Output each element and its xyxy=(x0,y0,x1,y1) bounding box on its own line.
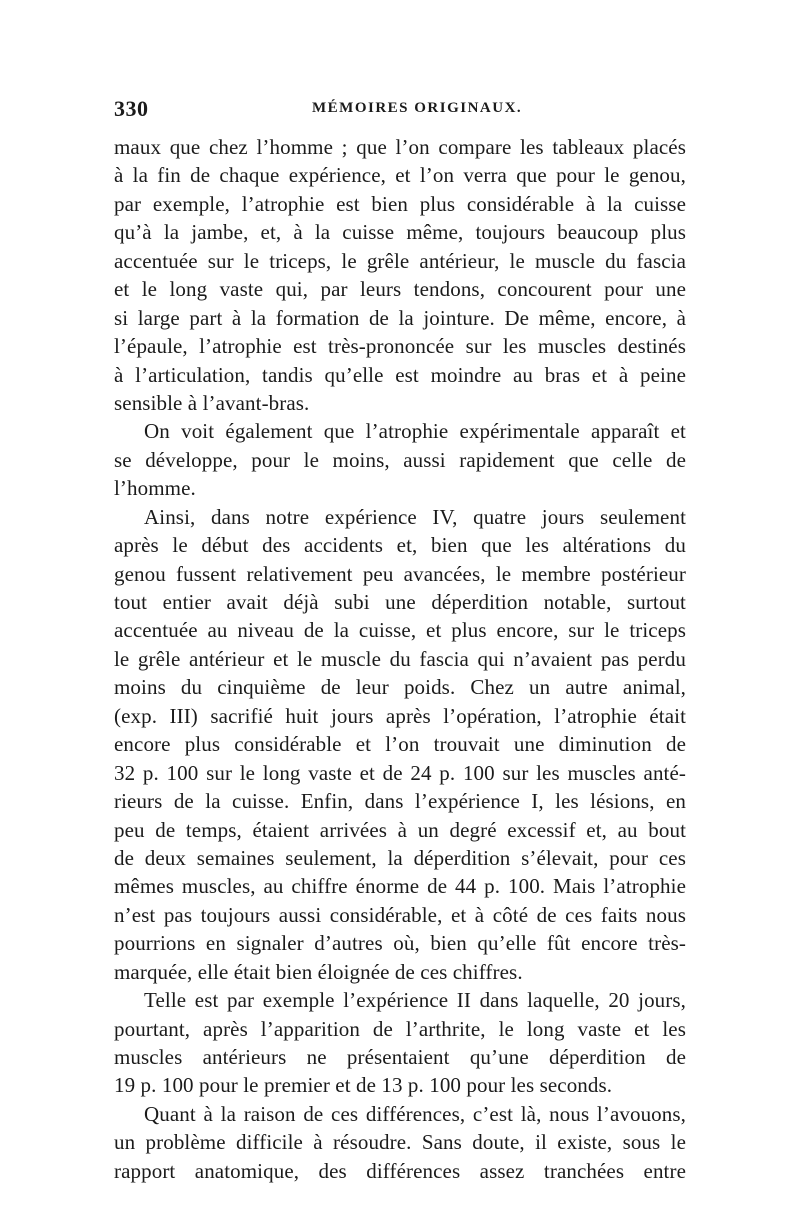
text-line: accentuée au niveau de la cuisse, et plus encore, sur le triceps xyxy=(114,618,686,643)
text-line: tout entier avait déjà subi une déperdition notable, surtout xyxy=(114,590,686,614)
text-line: à la fin de chaque expérience, et l’on verra que pour le genou, xyxy=(114,163,686,188)
running-head: MÉMOIRES ORIGINAUX. xyxy=(312,100,523,116)
text-line: n’est pas toujours aussi considérable, et à côté de ces faits nous xyxy=(114,902,686,927)
text-line: Telle est par exemple l’expérience II dans laquelle, 20 jours, xyxy=(144,988,686,1013)
text-line: encore plus considérable et l’on trouvait une diminution de xyxy=(114,732,686,757)
text-line: l’épaule, l’atrophie est très-prononcée sur les muscles destinés xyxy=(114,334,686,359)
page-header xyxy=(114,96,686,128)
text-line: muscles antérieurs ne présentaient qu’une déperdition de xyxy=(114,1045,686,1069)
text-line: après le début des accidents et, bien que les altérations du xyxy=(114,533,686,558)
text-line: un problème difficile à résoudre. Sans doute, il existe, sous le xyxy=(114,1130,686,1155)
text-line: On voit également que l’atrophie expérimentale apparaît et xyxy=(144,419,686,444)
text-line: qu’à la jambe, et, à la cuisse même, toujours beaucoup plus xyxy=(114,220,686,245)
text-line: 32 p. 100 sur le long vaste et de 24 p. 100 sur les muscles anté- xyxy=(114,760,686,785)
text-line: 19 p. 100 pour le premier et de 13 p. 100 pour les seconds. xyxy=(114,1073,613,1098)
text-line: pourrions en signaler d’autres où, bien qu’elle fût encore très- xyxy=(114,931,686,956)
text-line: et le long vaste qui, par leurs tendons, concourent pour une xyxy=(114,277,686,302)
text-line: par exemple, l’atrophie est bien plus considérable à la cuisse xyxy=(114,191,686,216)
text-line: l’homme. xyxy=(114,476,196,501)
text-line: à l’articulation, tandis qu’elle est moindre au bras et à peine xyxy=(114,362,686,387)
page-number: 330 xyxy=(114,96,149,121)
text-line: sensible à l’avant-bras. xyxy=(114,390,310,415)
text-line: se développe, pour le moins, aussi rapidement que celle de xyxy=(114,447,686,472)
text-line: de deux semaines seulement, la déperdition s’élevait, pour ces xyxy=(114,845,686,870)
text-line: marquée, elle était bien éloignée de ces chiffres. xyxy=(114,959,523,984)
text-line: mêmes muscles, au chiffre énorme de 44 p. 100. Mais l’atrophie xyxy=(114,874,686,899)
text-line: genou fussent relativement peu avancées, le membre postérieur xyxy=(114,561,686,586)
text-line: accentuée sur le triceps, le grêle antérieur, le muscle du fascia xyxy=(114,248,686,273)
text-line: si large part à la formation de la jointure. De même, encore, à xyxy=(114,305,686,330)
text-line: Ainsi, dans notre expérience IV, quatre jours seulement xyxy=(144,504,686,529)
text-line: peu de temps, étaient arrivées à un degré excessif et, au bout xyxy=(114,817,686,842)
body-text xyxy=(114,133,686,1185)
text-line: moins du cinquième de leur poids. Chez un autre animal, xyxy=(114,675,686,700)
text-line: maux que chez l’homme ; que l’on compare les tableaux placés xyxy=(114,135,686,159)
text-line: rieurs de la cuisse. Enfin, dans l’expérience I, les lésions, en xyxy=(114,789,686,814)
text-line: rapport anatomique, des différences assez tranchées entre xyxy=(114,1158,686,1183)
text-line: pourtant, après l’apparition de l’arthrite, le long vaste et les xyxy=(114,1016,686,1041)
text-line: le grêle antérieur et le muscle du fascia qui n’avaient pas perdu xyxy=(114,646,686,671)
text-line: (exp. III) sacrifié huit jours après l’opération, l’atrophie était xyxy=(114,703,686,728)
text-line: Quant à la raison de ces différences, c’est là, nous l’avouons, xyxy=(144,1101,686,1126)
